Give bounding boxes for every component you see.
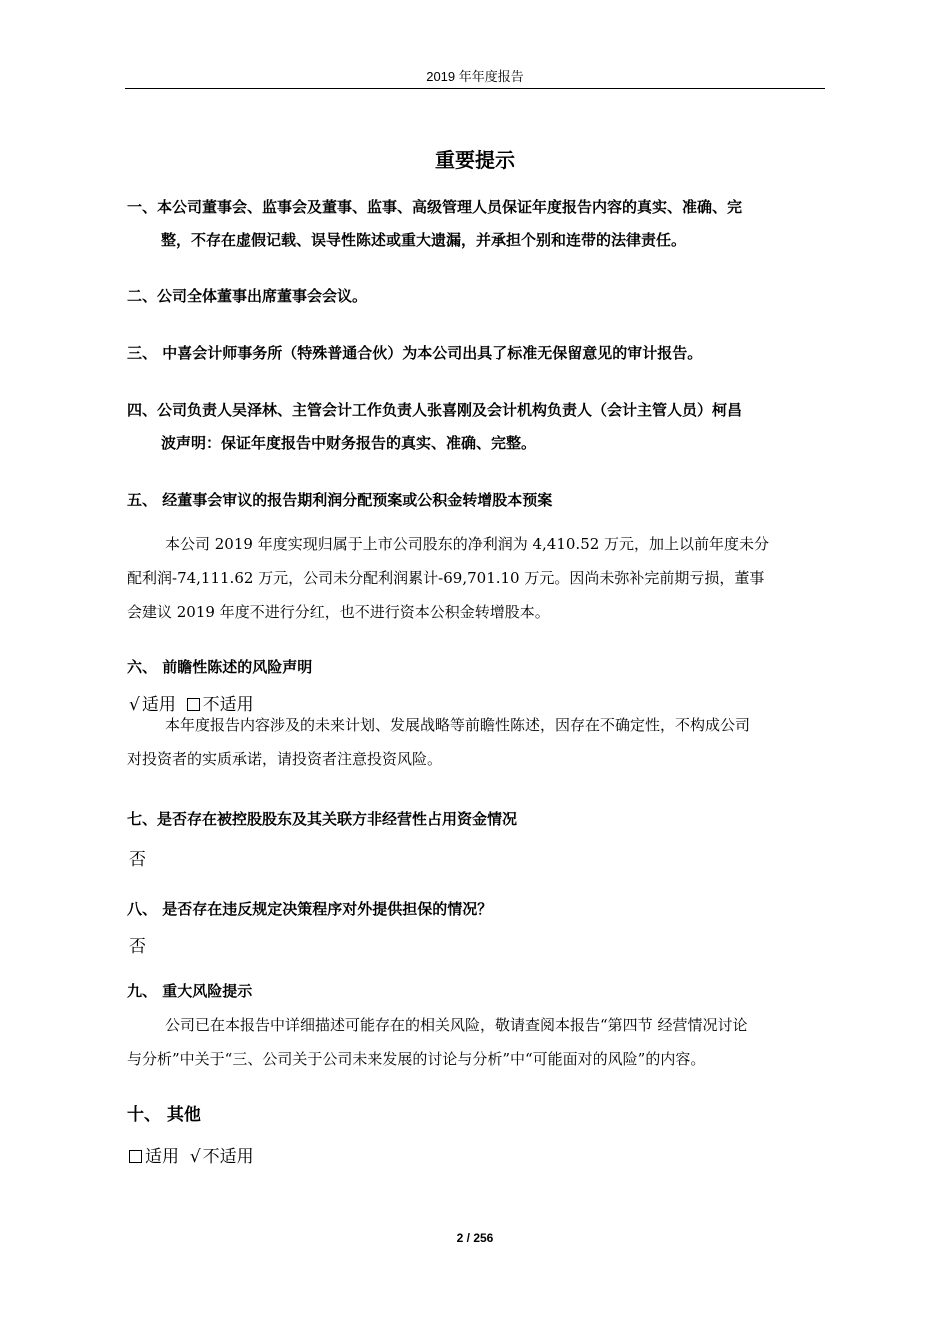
section-5-body-line-3: 会建议 2019 年度不进行分红，也不进行资本公积金转增股本。 <box>127 603 550 621</box>
option-applicable-label: 适用 <box>141 695 176 715</box>
section-1-line-2: 整，不存在虚假记载、误导性陈述或重大遗漏，并承担个别和连带的法律责任。 <box>161 231 687 249</box>
section-1-line-1: 一、本公司董事会、监事会及董事、监事、高级管理人员保证年度报告内容的真实、准确、完 <box>127 198 743 216</box>
checkmark-icon: √ <box>129 695 140 715</box>
option-applicable-label: 适用 <box>145 1147 179 1167</box>
section-6-body-line-2: 对投资者的实质承诺，请投资者注意投资风险。 <box>127 750 443 768</box>
section-8-answer: 否 <box>129 937 146 957</box>
section-7-heading: 七、是否存在被控股股东及其关联方非经营性占用资金情况 <box>127 810 518 828</box>
section-6-heading: 六、 前瞻性陈述的风险声明 <box>127 658 313 676</box>
section-9-heading: 九、 重大风险提示 <box>127 982 253 1000</box>
section-4-line-2: 波声明：保证年度报告中财务报告的真实、准确、完整。 <box>161 434 537 452</box>
section-5-body-line-2: 配利润-74,111.62 万元，公司未分配利润累计-69,701.10 万元。因尚未弥补完前期亏损，董事 <box>127 569 765 587</box>
page-number: 2 / 256 <box>456 1231 494 1245</box>
option-not-applicable-label: 不适用 <box>202 1147 254 1167</box>
unchecked-box-icon <box>129 1150 142 1163</box>
option-not-applicable-label: 不适用 <box>202 695 254 715</box>
section-10-heading: 十、 其他 <box>127 1105 201 1125</box>
section-7-answer: 否 <box>129 850 146 870</box>
section-10-options <box>129 1142 254 1167</box>
section-9-body-line-2: 与分析”中关于“三、公司关于公司未来发展的讨论与分析”中“可能面对的风险”的内容。 <box>127 1050 706 1068</box>
section-3 <box>127 337 702 370</box>
section-9-body-line-1: 公司已在本报告中详细描述可能存在的相关风险，敬请查阅本报告“第四节 经营情况讨论 <box>165 1016 748 1034</box>
header-divider <box>125 88 825 89</box>
section-8-heading: 八、 是否存在违反规定决策程序对外提供担保的情况？ <box>127 900 493 918</box>
section-5-body-line-1: 本公司 2019 年度实现归属于上市公司股东的净利润为 4,410.52 万元，加上以前年度未分 <box>165 535 770 553</box>
section-3-line-1: 三、 中喜会计师事务所（特殊普通合伙）为本公司出具了标准无保留意见的审计报告。 <box>127 344 703 362</box>
running-header: 2019 年年度报告 <box>426 69 524 84</box>
section-2-line-1: 二、公司全体董事出席董事会会议。 <box>127 287 368 305</box>
section-6-body-line-1: 本年度报告内容涉及的未来计划、发展战略等前瞻性陈述，因存在不确定性，不构成公司 <box>165 716 751 734</box>
section-5-body <box>127 527 827 629</box>
section-4 <box>127 394 742 460</box>
section-9-body <box>127 1008 827 1076</box>
section-6-body <box>127 708 827 776</box>
section-2 <box>127 280 367 313</box>
checkmark-icon: √ <box>189 1147 201 1167</box>
page-title: 重要提示 <box>435 148 515 172</box>
section-1 <box>127 191 742 257</box>
section-4-line-1: 四、公司负责人吴泽林、主管会计工作负责人张喜刚及会计机构负责人（会计主管人员）柯昌 <box>127 401 743 419</box>
section-5-heading: 五、 经董事会审议的报告期利润分配预案或公积金转增股本预案 <box>127 491 553 509</box>
